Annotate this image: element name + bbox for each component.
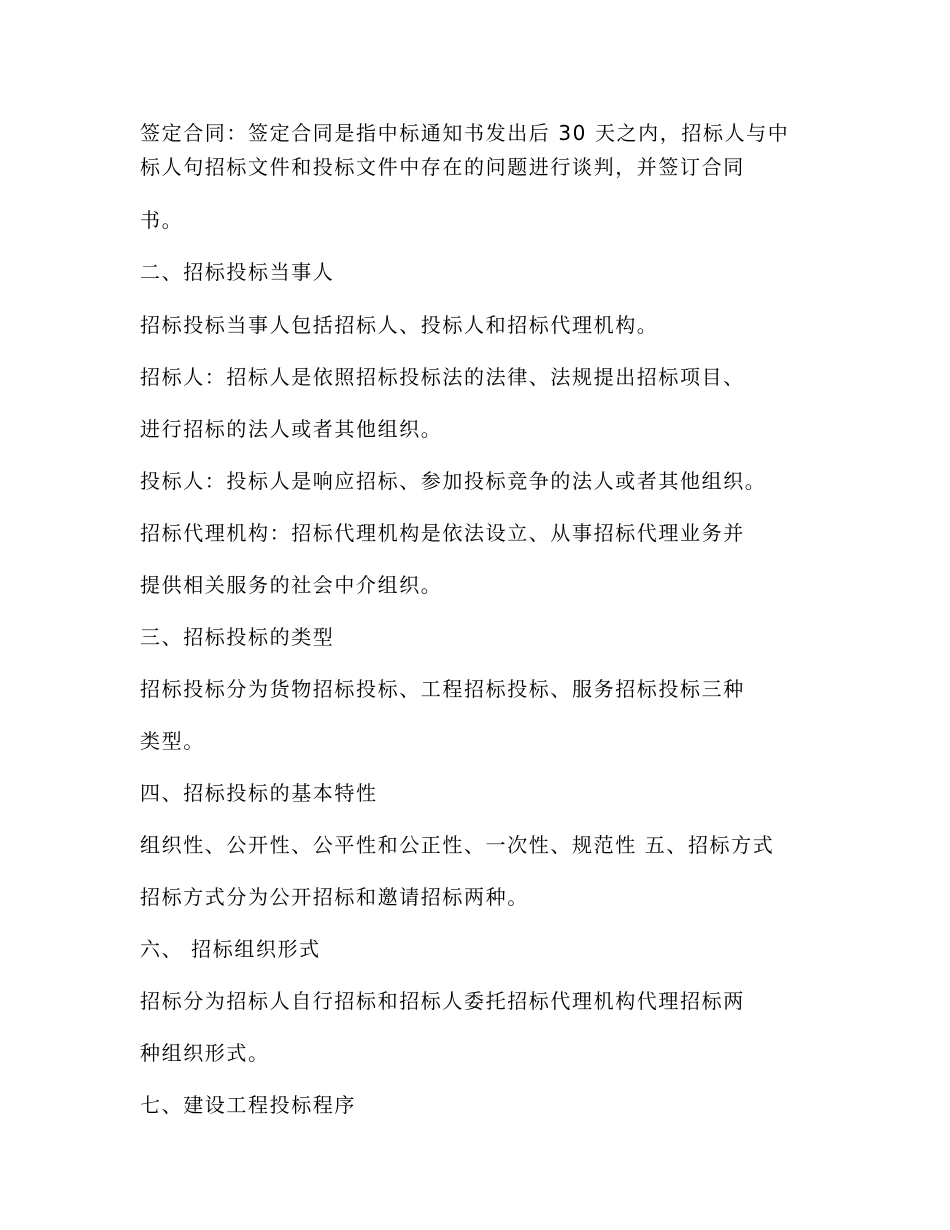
paragraph-tenderer-line-2: 进行招标的法人或者其他组织。 — [140, 417, 443, 441]
paragraph-organization-line-2: 种组织形式。 — [140, 1041, 270, 1065]
paragraph-types-line-1: 招标投标分为货物招标投标、工程招标投标、服务招标投标三种 — [140, 677, 745, 701]
paragraph-parties-summary: 招标投标当事人包括招标人、投标人和招标代理机构。 — [140, 313, 659, 337]
paragraph-characteristics: 组织性、公开性、公平性和公正性、一次性、规范性 五、招标方式 — [140, 833, 775, 857]
paragraph-agency-line-2: 提供相关服务的社会中介组织。 — [140, 573, 443, 597]
heading-section-6: 六、 招标组织形式 — [140, 937, 321, 961]
paragraph-organization-line-1: 招标分为招标人自行招标和招标人委托招标代理机构代理招标两 — [140, 989, 745, 1013]
paragraph-tender-methods: 招标方式分为公开招标和邀请招标两种。 — [140, 885, 529, 909]
paragraph-signing-contract-line-1: 签定合同：签定合同是指中标通知书发出后 30 天之内，招标人与中 — [140, 121, 790, 145]
paragraph-types-line-2: 类型。 — [140, 729, 205, 753]
heading-section-2: 二、招标投标当事人 — [140, 260, 335, 284]
paragraph-bidder: 投标人：投标人是响应招标、参加投标竞争的法人或者其他组织。 — [140, 469, 767, 493]
paragraph-agency-line-1: 招标代理机构：招标代理机构是依法设立、从事招标代理业务并 — [140, 521, 745, 545]
heading-section-4: 四、招标投标的基本特性 — [140, 781, 378, 805]
heading-section-7: 七、建设工程投标程序 — [140, 1093, 356, 1117]
paragraph-signing-contract-line-3: 书。 — [140, 208, 184, 232]
paragraph-tenderer-line-1: 招标人：招标人是依照招标投标法的法律、法规提出招标项目、 — [140, 365, 745, 389]
paragraph-signing-contract-line-2: 标人句招标文件和投标文件中存在的问题进行谈判，并签订合同 — [140, 155, 745, 179]
heading-section-3: 三、招标投标的类型 — [140, 625, 335, 649]
